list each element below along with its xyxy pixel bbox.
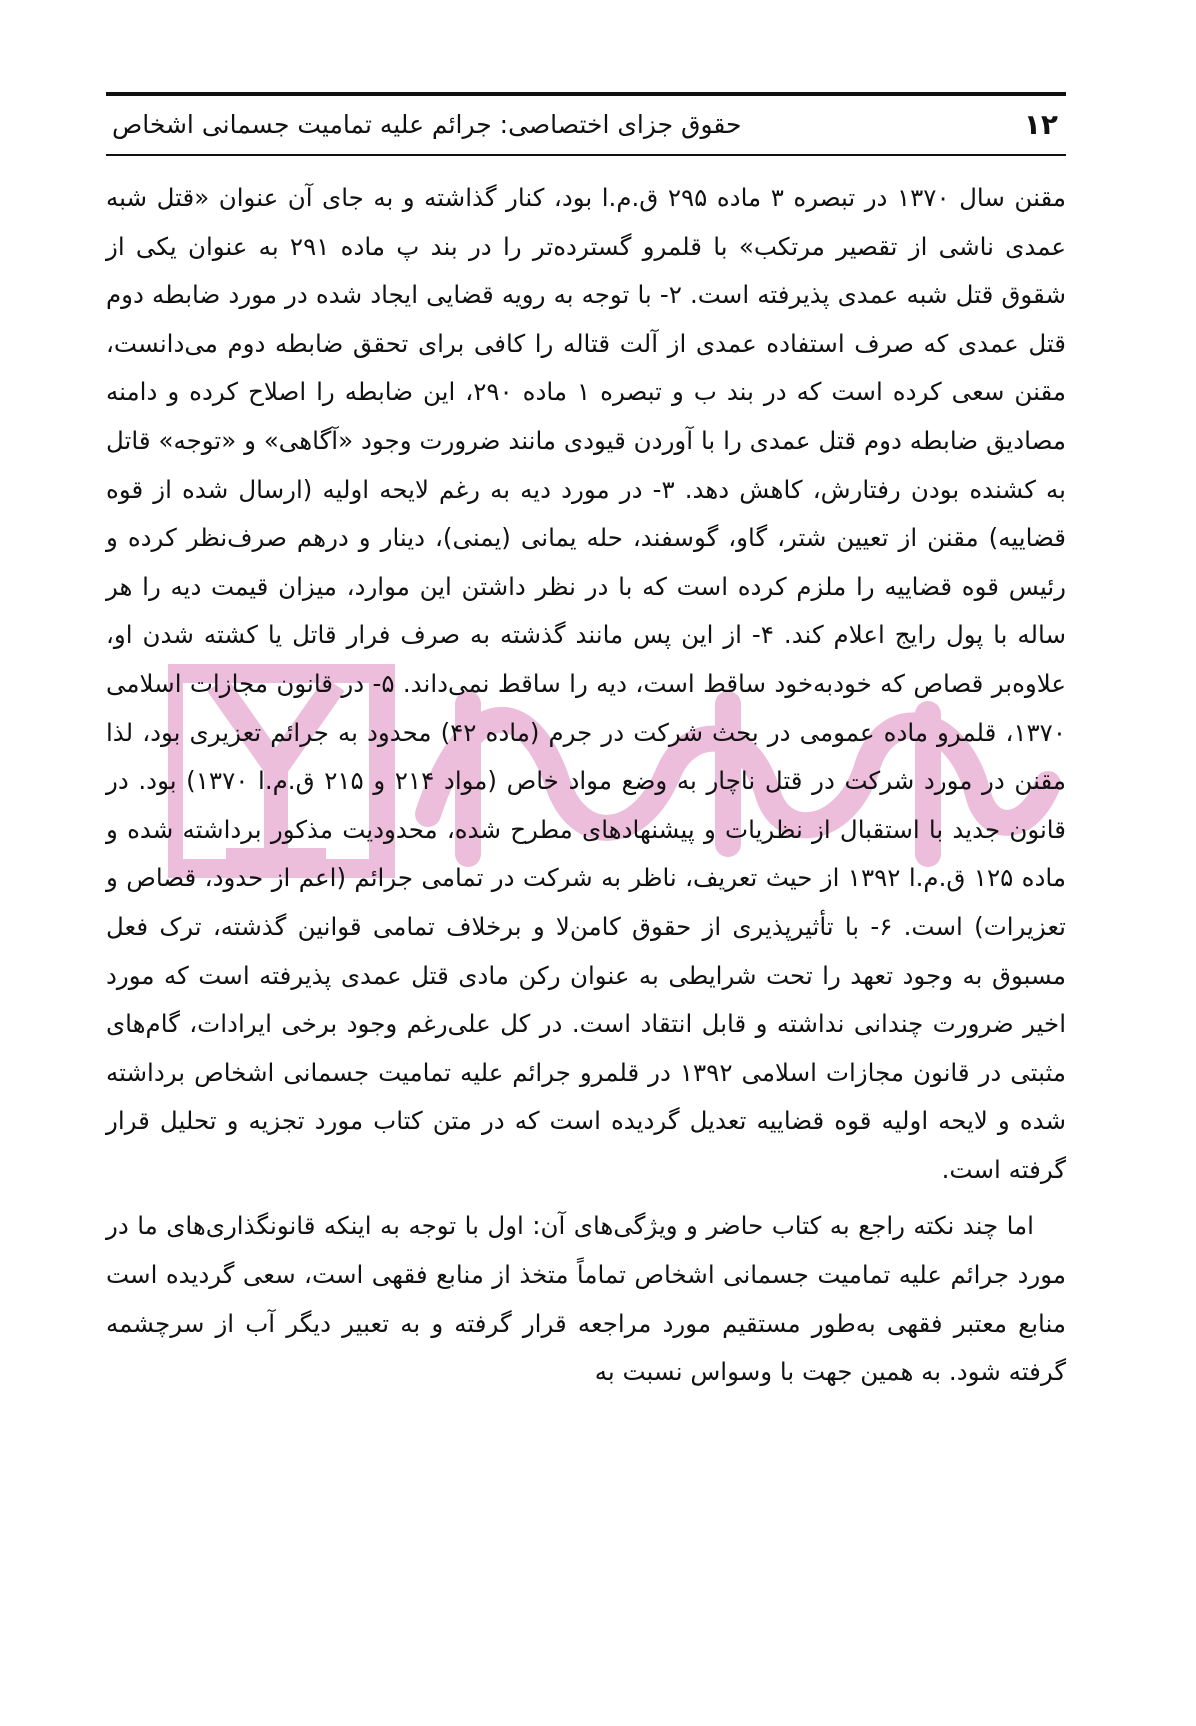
body-text	[106, 174, 1066, 1397]
paragraph-1: مقنن سال ۱۳۷۰ در تبصره ۳ ماده ۲۹۵ ق.م.ا بود، کنار گذاشته و به جای آن عنوان «قتل شبه عمدی ناشی از تقصیر مرتکب» با قلمرو گسترده‌تر را در بند پ ماده ۲۹۱ به عنوان یکی از شقوق قتل شبه عمدی پذیرفته است. ۲- با توجه به رویه قضایی ایجاد شده در مورد ضابطه دوم قتل عمدی که صرف استفاده عمدی از آلت قتاله را کافی برای تحقق ضابطه دوم می‌دانست، مقنن سعی کرده است که در بند ب و تبصره ۱ ماده ۲۹۰، این ضابطه را اصلاح کرده و دامنه مصادیق ضابطه دوم قتل عمدی را با آوردن قیودی مانند ضرورت وجود «آگاهی» و «توجه» قاتل به کشنده بودن رفتارش، کاهش دهد. ۳- در مورد دیه به رغم لایحه اولیه (ارسال شده از قوه قضاییه) مقنن از تعیین شتر، گاو، گوسفند، حله یمانی (یمنی)، دینار و درهم صرف‌نظر کرده و رئیس قوه قضاییه را ملزم کرده است که با در نظر داشتن این موارد، میزان قیمت دیه را هر ساله با پول رایج اعلام کند. ۴- از این پس مانند گذشته به صرف فرار قاتل یا کشته شدن او، علاوه‌بر قصاص که خودبه‌خود ساقط است، دیه را ساقط نمی‌داند. ۵- در قانون مجازات اسلامی ۱۳۷۰، قلمرو ماده عمومی در بحث شرکت در جرم (ماده ۴۲) محدود به جرائم تعزیری بود، لذا مقنن در مورد شرکت در قتل ناچار به وضع مواد خاص (مواد ۲۱۴ و ۲۱۵ ق.م.ا ۱۳۷۰) بود. در قانون جدید با استقبال از نظریات و پیشنهادهای مطرح شده، محدودیت مذکور برداشته شده و ماده ۱۲۵ ق.م.ا ۱۳۹۲ از حیث تعریف، ناظر به شرکت در تمامی جرائم (اعم از حدود، قصاص و تعزیرات) است. ۶- با تأثیرپذیری از حقوق کامن‌لا و برخلاف تمامی قوانین گذشته، ترک فعل مسبوق به وجود تعهد را تحت شرایطی به عنوان رکن مادی قتل عمدی پذیرفته است که مورد اخیر ضرورت چندانی نداشته و قابل انتقاد است. در کل علی‌رغم وجود برخی ایرادات، گام‌های مثبتی در قانون مجازات اسلامی ۱۳۹۲ در قلمرو جرائم علیه تمامیت جسمانی اشخاص برداشته شده و لایحه اولیه قوه قضاییه تعدیل گردیده است که در متن کتاب مورد تجزیه و تحلیل قرار گرفته است.	[106, 183, 1067, 1184]
paragraph-2: اما چند نکته راجع به کتاب حاضر و ویژگی‌های آن: اول با توجه به اینکه قانونگذاری‌های ما در مورد جرائم علیه تمامیت جسمانی اشخاص تماماً متخذ از منابع فقهی است، سعی گردیده است منابع معتبر فقهی به‌طور مستقیم مورد مراجعه قرار گرفته و به تعبیر دیگر آب از سرچشمه گرفته شود. به همین جهت با وسواس نسبت به	[106, 1211, 1066, 1387]
page-header	[106, 92, 1066, 156]
page-number: ۱۲	[1023, 108, 1058, 141]
running-title: حقوق جزای اختصاصی: جرائم علیه تمامیت جسمانی اشخاص	[112, 110, 742, 139]
